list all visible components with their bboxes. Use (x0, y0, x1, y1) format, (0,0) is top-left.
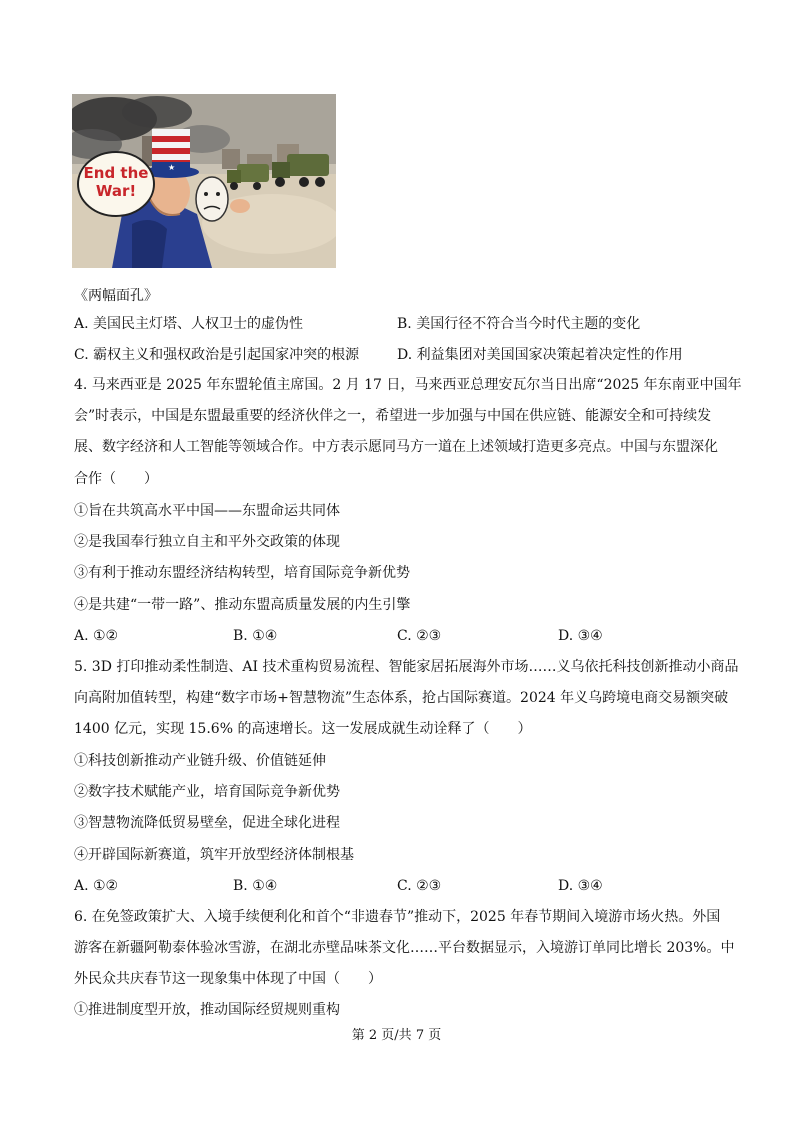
page-footer: 第 2 页/共 7 页 (351, 1028, 442, 1043)
q3-option-c: C. 霸权主义和强权政治是引起国家冲突的根源 (74, 347, 360, 363)
q4-choice-d: D. ③④ (558, 628, 603, 644)
q4-stem-line-1: 4. 马来西亚是 2025 年东盟轮值主席国。2 月 17 日，马来西亚总理安瓦尔当日出席“2025 年东南亚中国年 (74, 377, 742, 393)
q4-choice-c: C. ②③ (397, 628, 442, 644)
cartoon-illustration (72, 94, 336, 268)
figure-caption: 《两幅面孔》 (74, 288, 158, 304)
q3-option-a: A. 美国民主灯塔、人权卫士的虚伪性 (74, 316, 304, 332)
q4-stem-line-3: 展、数字经济和人工智能等领域合作。中方表示愿同马方一道在上述领域打造更多亮点。中国与东盟深化 (74, 439, 718, 455)
q5-item-1: ①科技创新推动产业链升级、价值链延伸 (74, 753, 326, 769)
q4-item-3: ③有利于推动东盟经济结构转型，培育国际竞争新优势 (74, 565, 410, 581)
q4-item-2: ②是我国奉行独立自主和平外交政策的体现 (74, 534, 340, 550)
q4-choice-b: B. ①④ (233, 628, 278, 644)
q6-stem-line-2: 游客在新疆阿勒泰体验冰雪游，在湖北赤壁品味茶文化……平台数据显示，入境游订单同比增长 203%。中 (74, 940, 735, 956)
q6-stem-line-1: 6. 在免签政策扩大、入境手续便利化和首个“非遗春节”推动下，2025 年春节期间入境游市场火热。外国 (74, 909, 721, 925)
q5-stem-line-3: 1400 亿元，实现 15.6% 的高速增长。这一发展成就生动诠释了（ ） (74, 721, 532, 737)
q4-item-1: ①旨在共筑高水平中国——东盟命运共同体 (74, 503, 340, 519)
q5-item-4: ④开辟国际新赛道，筑牢开放型经济体制根基 (74, 847, 354, 863)
svg-text:★: ★ (168, 163, 176, 172)
q5-item-3: ③智慧物流降低贸易壁垒，促进全球化进程 (74, 815, 340, 831)
q4-stem-line-2: 会”时表示，中国是东盟最重要的经济伙伴之一，希望进一步加强与中国在供应链、能源安全和可持续发 (74, 408, 712, 424)
q5-stem-line-2: 向高附加值转型，构建“数字市场+智慧物流”生态体系，抢占国际赛道。2024 年义乌跨境电商交易额突破 (74, 690, 729, 706)
q3-option-d: D. 利益集团对美国国家决策起着决定性的作用 (397, 347, 683, 363)
q5-choice-b: B. ①④ (233, 878, 278, 894)
q5-choice-d: D. ③④ (558, 878, 603, 894)
q5-choice-c: C. ②③ (397, 878, 442, 894)
q4-stem-line-4: 合作（ ） (74, 471, 158, 487)
speech-bubble-line2: War! (95, 182, 137, 200)
q3-option-b: B. 美国行径不符合当今时代主题的变化 (397, 316, 641, 332)
q6-stem-line-3: 外民众共庆春节这一现象集中体现了中国（ ） (74, 971, 382, 987)
q6-item-1: ①推进制度型开放，推动国际经贸规则重构 (74, 1002, 340, 1018)
q5-stem-line-1: 5. 3D 打印推动柔性制造、AI 技术重构贸易流程、智能家居拓展海外市场……义乌依托科技创新推动小商品 (74, 659, 739, 675)
q4-item-4: ④是共建“一带一路”、推动东盟高质量发展的内生引擎 (74, 597, 411, 613)
q4-choice-a: A. ①② (74, 628, 119, 644)
q5-item-2: ②数字技术赋能产业，培育国际竞争新优势 (74, 784, 340, 800)
cartoon-figure (72, 94, 336, 268)
speech-bubble-line1: End the (83, 164, 149, 182)
q5-choice-a: A. ①② (74, 878, 119, 894)
